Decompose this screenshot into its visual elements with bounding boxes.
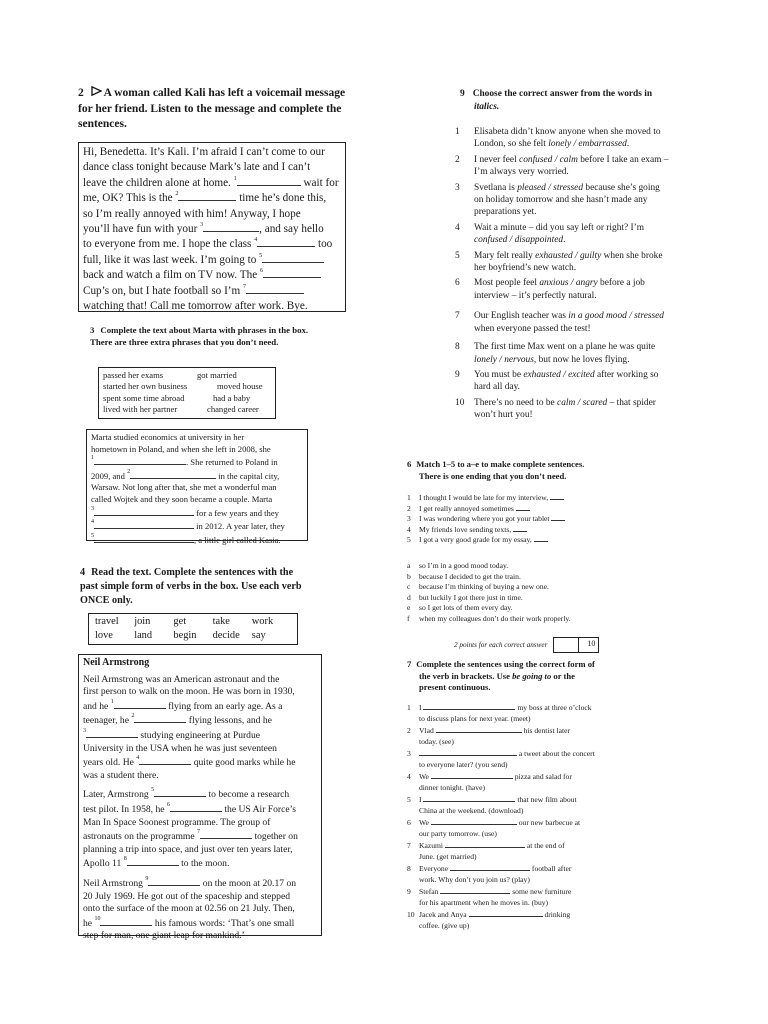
exercise-3-instructions: Complete the text about Marta with phrases in the box. There are three extra phrases that you don’t need. bbox=[90, 325, 309, 347]
blank-4[interactable] bbox=[94, 519, 194, 529]
blank-3[interactable] bbox=[94, 506, 194, 516]
verb-item: join bbox=[134, 616, 151, 627]
marta-line: $^5$ , a little girl called Kasia. bbox=[91, 532, 281, 545]
verb-item: decide bbox=[212, 630, 240, 641]
voicemail-line: so I’m really annoyed with him! Anyway, I hope bbox=[83, 207, 301, 220]
verb-box bbox=[88, 613, 298, 645]
choice[interactable]: confused / calm bbox=[519, 154, 578, 165]
list-item: c because I’m thinking of buying a new one. bbox=[407, 582, 549, 592]
blank-6[interactable] bbox=[170, 802, 222, 812]
marta-line: hometown in Poland, and when she left in 2008, she bbox=[91, 443, 271, 454]
exercise-4-number: 4 bbox=[80, 567, 86, 578]
list-item: 5 Mary felt really exhausted / guilty when she broke her boyfriend’s new watch. bbox=[455, 250, 663, 274]
list-item: 3 a tweet about the concert to everyone later? (you send) bbox=[407, 749, 595, 769]
verb-item: land bbox=[134, 630, 153, 641]
blank-3[interactable] bbox=[86, 728, 138, 738]
exercise-4-instructions: Read the text. Complete the sentences with the past simple form of verbs in the box. Use each verb ONCE only. bbox=[80, 567, 302, 606]
marta-line: Marta studied economics at university in her bbox=[91, 432, 245, 442]
blank-5[interactable] bbox=[94, 533, 194, 543]
voicemail-line: dance class tonight because Mark’s late and I can’t bbox=[83, 161, 311, 174]
phrase-item: lived with her partner bbox=[103, 403, 178, 414]
answer-blank[interactable] bbox=[469, 910, 543, 917]
answer-blank[interactable] bbox=[550, 493, 564, 500]
exercise-6-starts bbox=[407, 493, 677, 546]
exercise-9-heading: 9 Choose the correct answer from the words in italics. bbox=[460, 89, 653, 112]
exercise-4-heading bbox=[80, 566, 312, 608]
answer-blank[interactable] bbox=[431, 818, 517, 825]
blank-1[interactable] bbox=[237, 176, 301, 186]
list-item: 2 I never feel confused / calm before I take an exam – I’m always very worried. bbox=[455, 154, 669, 178]
choice[interactable]: anxious / angry bbox=[539, 278, 598, 289]
choice[interactable]: lonely / nervous bbox=[474, 354, 534, 365]
marta-line: $^3$ for a few years and they bbox=[91, 505, 279, 518]
list-item: a so I’m in a good mood today. bbox=[407, 561, 509, 570]
verb-item: love bbox=[95, 630, 113, 641]
exercise-7-list bbox=[407, 703, 667, 931]
blank-1[interactable] bbox=[94, 455, 186, 465]
verb-item: work bbox=[251, 616, 274, 627]
exercise-6-number: 6 bbox=[407, 459, 412, 469]
exercise-9-list bbox=[455, 126, 715, 422]
answer-blank[interactable] bbox=[513, 525, 527, 532]
answer-blank[interactable] bbox=[440, 887, 510, 894]
list-item: 9 You must be exhausted / excited after working so hard all day. bbox=[455, 369, 659, 393]
phrase-box bbox=[98, 367, 276, 419]
voicemail-line: Hi, Benedetta. It’s Kali. I’m afraid I can’t come to our bbox=[83, 146, 325, 158]
voicemail-line: you’ll have fun with your $^3$ , and say hello bbox=[83, 222, 324, 236]
verb-item: travel bbox=[95, 616, 119, 627]
choice[interactable]: exhausted / guilty bbox=[535, 250, 602, 261]
paragraph-2: Later, Armstrong $^5$ to become a research test pilot. In 1958, he $^6$ the US Air Force’s Man In Space Soonest programme. The group of astronauts on the programme $^7$ together on planning a trip into space, and just over ten years later, Apollo 11 $^8$ to the moon. bbox=[83, 787, 298, 870]
list-item: 10 There’s no need to be calm / scared – that spider won’t hurt you! bbox=[455, 397, 656, 421]
blank-4[interactable] bbox=[257, 237, 315, 247]
choice[interactable]: in a good mood / stressed bbox=[568, 311, 664, 322]
list-item: 7 Our English teacher was in a good mood / stressed when everyone passed the test! bbox=[455, 311, 664, 334]
list-item: 8 Everyone football after work. Why don’t you join us? (play) bbox=[407, 864, 572, 884]
exercise-3-number: 3 bbox=[90, 325, 95, 335]
blank-5[interactable] bbox=[154, 787, 206, 797]
blank-5[interactable] bbox=[262, 253, 324, 263]
blank-7[interactable] bbox=[246, 284, 304, 294]
answer-blank[interactable] bbox=[419, 749, 517, 756]
marta-line: $^4$ in 2012. A year later, they bbox=[91, 519, 285, 532]
verb-item: begin bbox=[173, 630, 197, 641]
phrase-item: had a baby bbox=[213, 392, 251, 403]
exercise-9-number: 9 bbox=[460, 89, 465, 99]
answer-blank[interactable] bbox=[423, 703, 515, 710]
answer-blank[interactable] bbox=[431, 772, 513, 779]
points-row bbox=[454, 637, 624, 653]
verb-item: take bbox=[212, 616, 230, 627]
phrase-item: got married bbox=[197, 370, 237, 380]
list-item: 1 I thought I would be late for my interview, bbox=[407, 493, 677, 504]
answer-blank[interactable] bbox=[534, 535, 548, 542]
armstrong-text-box bbox=[78, 654, 322, 942]
exercise-2-heading bbox=[78, 86, 348, 133]
answer-blank[interactable] bbox=[445, 841, 525, 848]
list-item: e so I get lots of them every day. bbox=[407, 603, 513, 613]
article-title: Neil Armstrong bbox=[83, 657, 150, 668]
list-item: 5 I that new film about China at the weekend. (download) bbox=[407, 795, 577, 815]
blank-6[interactable] bbox=[263, 268, 321, 278]
answer-blank[interactable] bbox=[516, 504, 530, 511]
exercise-7-heading: 7 Complete the sentences using the correct form of the verb in brackets. Use be going to or the present continuous. bbox=[407, 659, 595, 693]
list-item: 1 Elisabeta didn’t know anyone when she moved to London, so she felt lonely / embarrassed. bbox=[455, 127, 661, 150]
answer-blank[interactable] bbox=[423, 795, 515, 802]
phrase-item: moved house bbox=[217, 381, 263, 392]
exercise-6-endings bbox=[407, 561, 677, 625]
phrase-item: changed career bbox=[207, 403, 259, 414]
blank-2[interactable] bbox=[134, 713, 186, 723]
phrase-item: spent some time abroad bbox=[103, 392, 185, 403]
choice[interactable]: pleased / stressed bbox=[517, 182, 584, 193]
exercise-2-number: 2 bbox=[78, 87, 84, 99]
voicemail-line: me, OK? This is the $^2$ time he’s done this, bbox=[83, 191, 327, 205]
marta-line: $^1$ . She returned to Poland in bbox=[91, 455, 278, 468]
list-item: 4 Wait a minute – did you say left or right? I’m confused / disappointed. bbox=[455, 222, 645, 246]
list-item: 6 We our new barbecue at our party tomorrow. (use) bbox=[407, 818, 581, 838]
voicemail-line: watching that! Call me tomorrow after work. Bye. bbox=[83, 300, 308, 313]
verb-item: get bbox=[173, 616, 187, 627]
list-item: 5 I got a very good grade for my essay, bbox=[407, 535, 677, 546]
list-item: 7 Kazumi at the end of June. (get married) bbox=[407, 841, 565, 861]
blank-9[interactable] bbox=[148, 876, 200, 886]
list-item: 3 Svetlana is pleased / stressed because she’s going on holiday tomorrow and she hasn’t made any preparations yet. bbox=[455, 182, 660, 218]
list-item: 3 I was wondering where you got your tablet bbox=[407, 514, 677, 525]
list-item: 4 We pizza and salad for dinner tonight. (have) bbox=[407, 772, 572, 792]
choice[interactable]: confused / disappointed bbox=[474, 235, 564, 246]
list-item: 2 I get really annoyed sometimes bbox=[407, 504, 677, 515]
answer-blank[interactable] bbox=[551, 514, 565, 521]
list-item: 9 Stefan some new furniture for his apartment when he moves in. (buy) bbox=[407, 887, 572, 907]
list-item: 10 Jacek and Anya drinking coffee. (give up) bbox=[407, 910, 571, 930]
marta-line: called Wojtek and they soon became a couple. Marta bbox=[91, 493, 273, 504]
choice[interactable]: calm / scared bbox=[557, 397, 608, 408]
list-item: f when my colleagues don’t do their work properly. bbox=[407, 613, 571, 623]
marta-line: Warsaw. Not long after that, she met a wonderful man bbox=[91, 482, 277, 493]
choice[interactable]: lonely / embarrassed bbox=[548, 139, 627, 150]
exercise-7-number: 7 bbox=[407, 659, 412, 669]
exercise-3-heading bbox=[90, 324, 318, 348]
list-item: 8 The first time Max went on a plane he was quite lonely / nervous, but now he loves flying. bbox=[455, 342, 656, 365]
points-label: 2 points for each correct answer bbox=[454, 641, 548, 649]
blank-3[interactable] bbox=[203, 222, 259, 232]
blank-10[interactable] bbox=[100, 916, 152, 926]
exercise-2-instructions: A woman called Kali has left a voicemail message for her friend. Listen to the message and complete the sentences. bbox=[78, 87, 346, 130]
paragraph-1: Neil Armstrong was an American astronaut and the first person to walk on the moon. He was born in 1930, and he $^1$ flying from an early age. As a teenager, he $^2$ flying lessons, and he $^3$ studying engineering at Purdue University in the USA when he was just seventeen years old. He $^4$ quite good marks while he was a student there. bbox=[83, 673, 296, 781]
list-item: b because I decided to get the train. bbox=[407, 571, 521, 581]
paragraph-3: Neil Armstrong $^9$ on the moon at 20.17 on 20 July 1969. He got out of the spaceship and stepped onto the surface of the moon at 02.56 on 21 July. Then, he $^{10}$ his famous words: ‘That’s one small step for man, one giant leap for mankind.’ bbox=[83, 875, 297, 942]
list-item: 6 Most people feel anxious / angry before a job interview – it’s perfectly natural. bbox=[455, 278, 645, 301]
answer-blank[interactable] bbox=[436, 726, 522, 733]
marta-line: 2009, and $^2$ in the capital city, bbox=[91, 468, 280, 481]
blank-2[interactable] bbox=[130, 469, 216, 479]
voicemail-text-box bbox=[78, 142, 346, 312]
voicemail-line: Cup’s on, but I hate football so I’m $^7$ bbox=[83, 284, 341, 299]
answer-blank[interactable] bbox=[450, 864, 530, 871]
blank-8[interactable] bbox=[127, 856, 179, 866]
exercise-6-heading: 6 Match 1–5 to a–e to make complete sentences. There is one ending that you don’t need. bbox=[407, 459, 585, 481]
blank-7[interactable] bbox=[200, 829, 252, 839]
choice[interactable]: exhausted / excited bbox=[523, 369, 595, 380]
marta-text-box bbox=[86, 429, 308, 545]
phrase-item: started her own business bbox=[103, 381, 188, 392]
list-item: d but luckily I got there just in time. bbox=[407, 592, 523, 602]
blank-4[interactable] bbox=[139, 755, 191, 765]
play-triangle-icon[interactable] bbox=[91, 86, 102, 102]
voicemail-line: leave the children alone at home. $^1$ wait for bbox=[83, 175, 339, 189]
list-item: 1 I my boss at three o’clock to discuss plans for next year. (meet) bbox=[407, 703, 592, 723]
blank-1[interactable] bbox=[114, 699, 166, 709]
list-item: 4 My friends love sending texts, bbox=[407, 525, 677, 536]
voicemail-line: full, like it was last week. I’m going to $^5$ bbox=[83, 253, 341, 268]
voicemail-line: to everyone from me. I hope the class $^4$ too bbox=[83, 237, 333, 251]
score-box[interactable]: 10 bbox=[553, 637, 599, 653]
blank-2[interactable] bbox=[178, 191, 236, 201]
phrase-item: passed her exams bbox=[103, 370, 164, 380]
verb-item: say bbox=[251, 630, 266, 641]
list-item: 2 Vlad his dentist later today. (see) bbox=[407, 726, 570, 746]
voicemail-line: back and watch a film on TV now. The $^6$ bbox=[83, 268, 341, 283]
